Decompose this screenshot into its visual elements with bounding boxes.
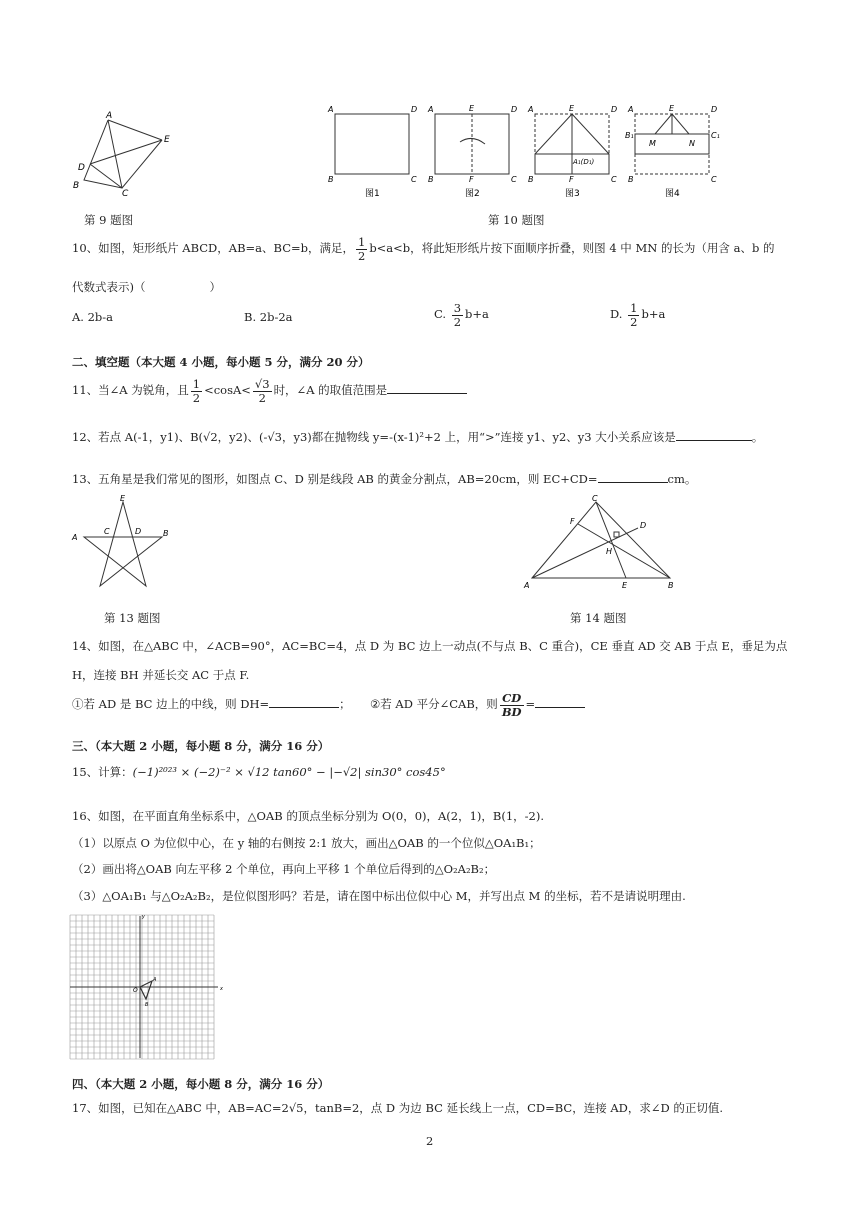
q15-expression: (−1)²⁰²³ × (−2)⁻² × √12 tan60° − |−√2| sin30° cos45° xyxy=(132,765,446,779)
svg-text:B: B xyxy=(145,1002,149,1008)
section-2-heading: 二、填空题（本大题 4 小题，每小题 5 分，满分 20 分） xyxy=(72,355,370,369)
svg-text:D: D xyxy=(135,527,142,536)
svg-text:M: M xyxy=(649,139,656,148)
q17: 17、如图，已知在△ABC 中，AB=AC=2√5，tanB=2，点 D 为边 BC 延长线上一点，CD=BC，连接 AD，求∠D 的正切值. xyxy=(72,1101,724,1115)
svg-text:F: F xyxy=(570,517,575,526)
svg-text:E: E xyxy=(622,581,628,590)
fig9-triangle-diagram xyxy=(70,108,180,198)
q12-answer-blank[interactable] xyxy=(676,428,752,441)
fig10-sub-2: 图2 xyxy=(465,189,480,199)
q14-dh-blank[interactable] xyxy=(269,695,339,708)
q13: 13、五角星是我们常见的图形，如图点 C、D 别是线段 AB 的黄金分割点，AB=20cm，则 EC+CD= cm。 xyxy=(72,472,697,486)
svg-text:C: C xyxy=(511,175,517,184)
svg-text:F: F xyxy=(469,175,474,184)
svg-text:D: D xyxy=(511,105,518,114)
svg-text:B₁: B₁ xyxy=(625,131,634,140)
q16-line1: 16、如图，在平面直角坐标系中，△OAB 的顶点坐标分别为 O(0，0)，A(2，1)，B(1，-2). xyxy=(72,809,545,823)
q12: 12、若点 A(-1，y1)、B(√2，y2)、(-√3，y3)都在抛物线 y=-(x-1)²+2 上，用“>”连接 y1、y2、y3 大小关系应该是 。 xyxy=(72,430,764,444)
svg-text:A: A xyxy=(153,977,157,983)
fig14-caption: 第 14 题图 xyxy=(570,611,627,625)
svg-text:D: D xyxy=(411,105,418,114)
svg-text:C: C xyxy=(592,494,598,503)
fig10-caption: 第 10 题图 xyxy=(488,213,545,227)
q14-ratio-blank[interactable] xyxy=(535,695,585,708)
q14-line1: 14、如图，在△ABC 中，∠ACB=90°，AC=BC=4，点 D 为 BC 边上一动点(不与点 B、C 重合)，CE 垂直 AD 交 AB 于点 E，垂足为点 xyxy=(72,639,788,653)
q16-line3: （2）画出将△OAB 向左平移 2 个单位，再向上平移 1 个单位后得到的△O₂A₂B₂； xyxy=(72,862,496,876)
svg-text:A₁(D₁): A₁(D₁) xyxy=(573,158,595,166)
q13-answer-blank[interactable] xyxy=(598,470,668,483)
svg-text:D: D xyxy=(711,105,718,114)
fig10-sub-3: 图3 xyxy=(565,189,580,199)
svg-text:E: E xyxy=(120,494,126,503)
svg-text:E: E xyxy=(669,104,675,113)
svg-text:B: B xyxy=(628,175,634,184)
q10-fraction: $\frac{1}{2}$ xyxy=(357,235,366,263)
svg-text:A: A xyxy=(328,105,334,114)
fig14-triangle-diagram xyxy=(520,492,680,592)
svg-text:B: B xyxy=(668,581,674,590)
svg-text:N: N xyxy=(689,139,695,148)
q11-answer-blank[interactable] xyxy=(387,381,467,394)
svg-text:E: E xyxy=(164,135,170,145)
q10-text-c: 代数式表示)（ xyxy=(72,280,146,294)
q10-option-c: C. $\frac{3}{2}$ b+a xyxy=(434,301,489,329)
section-3-heading: 三、（本大题 2 小题，每小题 8 分，满分 16 分） xyxy=(72,739,330,753)
svg-text:C: C xyxy=(611,175,617,184)
svg-text:D: D xyxy=(78,163,85,173)
svg-text:B: B xyxy=(528,175,534,184)
svg-text:A: A xyxy=(72,533,78,542)
svg-text:E: E xyxy=(469,104,475,113)
svg-text:A: A xyxy=(106,111,113,121)
fig13-star-diagram xyxy=(66,494,176,594)
section-4-heading: 四、（本大题 2 小题，每小题 8 分，满分 16 分） xyxy=(72,1077,330,1091)
q10-line1 xyxy=(72,236,774,262)
fig9-caption: 第 9 题图 xyxy=(84,213,134,227)
q14-line2: H，连接 BH 并延长交 AC 于点 F. xyxy=(72,668,250,682)
svg-text:x: x xyxy=(220,986,223,992)
q10-line2: 代数式表示)（ ） xyxy=(72,280,221,294)
svg-text:B: B xyxy=(163,529,169,538)
q14-subquestions: ①若 AD 是 BC 边上的中线，则 DH= ； ②若 AD 平分∠CAB，则 $\frac{CD}{BD}$ = xyxy=(72,692,585,718)
svg-text:D: D xyxy=(611,105,618,114)
svg-text:A: A xyxy=(528,105,534,114)
fig13-caption: 第 13 题图 xyxy=(104,611,161,625)
svg-text:D: D xyxy=(640,521,647,530)
q16-coordinate-grid xyxy=(66,912,226,1062)
q10-text-a: 10、如图，矩形纸片 ABCD，AB=a、BC=b，满足， xyxy=(72,241,354,256)
svg-text:C₁: C₁ xyxy=(711,131,720,140)
fig10-folding-diagrams xyxy=(325,102,725,202)
svg-text:y: y xyxy=(142,914,145,920)
fig10-sub-4: 图4 xyxy=(665,189,680,199)
q10-option-d: D. $\frac{1}{2}$ b+a xyxy=(610,301,666,329)
svg-text:C: C xyxy=(122,189,129,198)
svg-text:A: A xyxy=(524,581,530,590)
svg-text:F: F xyxy=(569,175,574,184)
svg-text:C: C xyxy=(104,527,110,536)
page-number: 2 xyxy=(426,1134,434,1148)
svg-text:C: C xyxy=(411,175,417,184)
svg-text:B: B xyxy=(428,175,434,184)
q10-option-a: A. 2b-a xyxy=(72,310,114,324)
svg-text:E: E xyxy=(569,104,575,113)
svg-text:A: A xyxy=(628,105,634,114)
svg-text:O: O xyxy=(133,987,138,994)
q16-line2: （1）以原点 O 为位似中心，在 y 轴的右侧按 2:1 放大，画出△OAB 的一个位似△OA₁B₁； xyxy=(72,836,541,850)
svg-text:B: B xyxy=(328,175,334,184)
svg-text:B: B xyxy=(73,181,80,191)
svg-text:A: A xyxy=(428,105,434,114)
fig10-sub-1: 图1 xyxy=(365,189,380,199)
q10-text-b: b<a<b，将此矩形纸片按下面顺序折叠，则图 4 中 MN 的长为（用含 a、b 的 xyxy=(369,241,775,256)
q11: 11、当∠A 为锐角，且 $\frac{1}{2}$ <cosA< $\frac{√3}{2}$ 时，∠A 的取值范围是 xyxy=(72,378,467,404)
svg-text:H: H xyxy=(606,547,613,556)
svg-text:C: C xyxy=(711,175,717,184)
q10-option-b: B. 2b-2a xyxy=(244,310,293,324)
q15: 15、计算：(−1)²⁰²³ × (−2)⁻² × √12 tan60° − |−√2| sin30° cos45° xyxy=(72,765,446,779)
q16-line4: （3）△OA₁B₁ 与△O₂A₂B₂，是位似图形吗？若是，请在图中标出位似中心 M，并写出点 M 的坐标，若不是请说明理由. xyxy=(72,889,686,903)
